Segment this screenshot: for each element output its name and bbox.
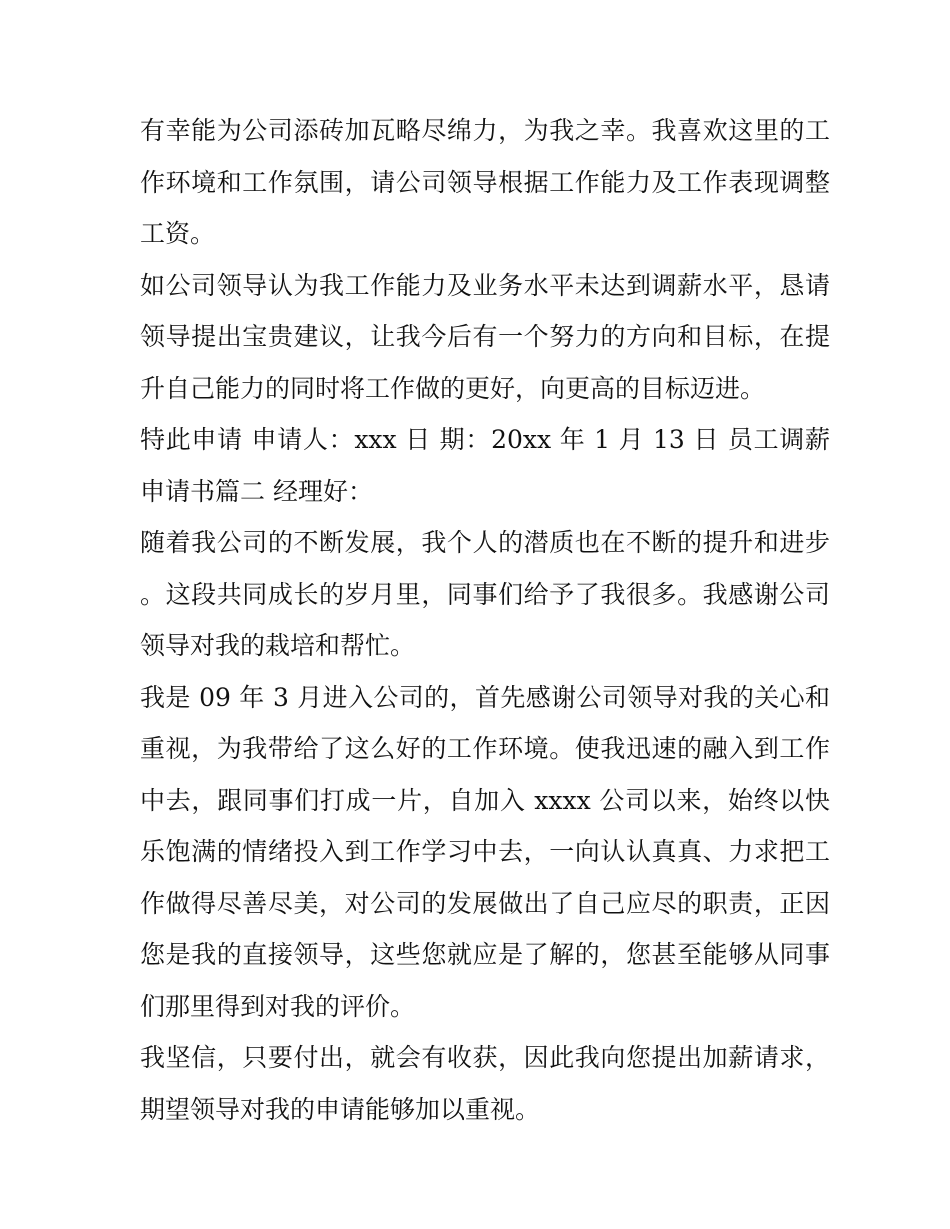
paragraph-1: 有幸能为公司添砖加瓦略尽绵力，为我之幸。我喜欢这里的工作环境和工作氛围，请公司领导根据工作能力及工作表现调整工资。 xyxy=(140,116,830,248)
paragraph-5: 我是 09 年 3 月进入公司的，首先感谢公司领导对我的关心和重视，为我带给了这么好的工作环境。使我迅速的融入到工作中去，跟同事们打成一片，自加入 xxxx 公司以来，始终以快乐饱满的情绪投入到工作学习中去，一向认认真真、力求把工作做得尽善尽美，对公司的发展做出了自己应尽的职责，正因您是我的直接领导，这些您就应是了解的，您甚至能够从同事们那里得到对我的评价。 xyxy=(140,682,830,1021)
paragraph-6: 我坚信，只要付出，就会有收获，因此我向您提出加薪请求，期望领导对我的申请能够加以重视。 xyxy=(140,1043,830,1124)
paragraph-2: 如公司领导认为我工作能力及业务水平未达到调薪水平，恳请领导提出宝贵建议，让我今后有一个努力的方向和目标，在提升自己能力的同时将工作做的更好，向更高的目标迈进。 xyxy=(140,270,830,403)
paragraph-4: 随着我公司的不断发展，我个人的潜质也在不断的提升和进步。这段共同成长的岁月里，同事们给予了我很多。我感谢公司领导对我的栽培和帮忙。 xyxy=(140,528,830,660)
document-body xyxy=(140,105,830,1135)
paragraph-3: 特此申请 申请人：xxx 日 期：20xx 年 1 月 13 日 员工调薪申请书篇二 经理好： xyxy=(140,425,830,506)
